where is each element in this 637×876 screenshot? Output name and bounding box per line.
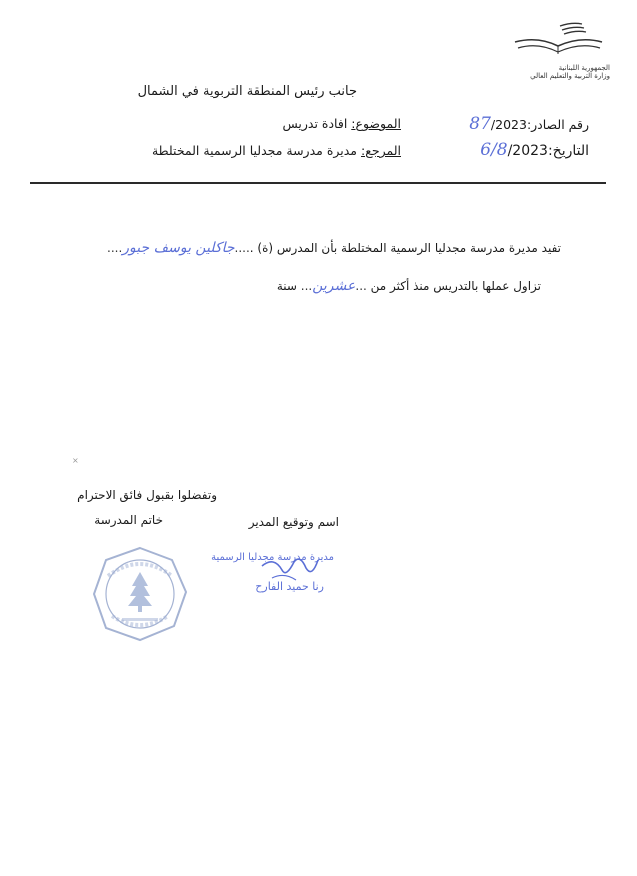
issue-number-value: 87 bbox=[469, 114, 491, 134]
letterhead-country: الجمهورية اللبنانية bbox=[558, 64, 610, 72]
school-seal-icon bbox=[92, 546, 188, 642]
teacher-name: جاكلين يوسف جبور bbox=[122, 240, 235, 256]
issue-number-row bbox=[469, 114, 589, 134]
date-year: /2023 bbox=[507, 143, 548, 159]
closing-regards: وتفضلوا بقبول فائق الاحترام bbox=[77, 488, 217, 502]
signature-name: رنا حميد الفارح bbox=[255, 580, 324, 593]
reference-row bbox=[152, 143, 401, 158]
subject-value: افادة تدريس bbox=[282, 116, 348, 131]
ministry-logo bbox=[500, 20, 610, 82]
date-row bbox=[480, 140, 589, 160]
body-line-1-text: تفيد مديرة مدرسة مجدليا الرسمية المختلطة بأن المدرس (ة) . bbox=[249, 241, 561, 255]
body-line-1: تفيد مديرة مدرسة مجدليا الرسمية المختلطة بأن المدرس (ة) .....جاكلين يوسف جبور.... bbox=[107, 240, 561, 256]
stray-mark: × bbox=[72, 456, 79, 465]
body-line-2: تزاول عملها بالتدريس منذ أكثر من ...عشرين... سنة bbox=[276, 278, 541, 294]
letterhead-ministry: وزارة التربية والتعليم العالي bbox=[530, 72, 610, 80]
principal-label: اسم وتوقيع المدير bbox=[248, 515, 339, 529]
stamp-center-text bbox=[92, 612, 188, 613]
reference-label: المرجع: bbox=[361, 143, 401, 158]
subject-label: الموضوع: bbox=[351, 116, 401, 131]
subject-row bbox=[282, 116, 401, 131]
date-label: التاريخ: bbox=[547, 143, 589, 159]
school-stamp bbox=[92, 546, 188, 642]
addressee: جانب رئيس المنطقة التربوية في الشمال bbox=[137, 84, 357, 99]
principal-signature bbox=[211, 548, 342, 598]
date-value: 6/8 bbox=[480, 140, 508, 160]
body-line-2-text: تزاول عملها بالتدريس منذ أكثر من bbox=[370, 279, 541, 293]
header-divider bbox=[30, 182, 606, 184]
body-line-2-end: سنة bbox=[276, 279, 297, 293]
open-book-logo-icon bbox=[500, 20, 610, 60]
signature-school-line: مديرة مدرسة مجدليا الرسمية bbox=[211, 552, 334, 563]
reference-value: مديرة مدرسة مجدليا الرسمية المختلطة bbox=[151, 143, 358, 158]
issue-number-label: رقم الصادر: bbox=[526, 117, 589, 132]
stamp-label: خاتم المدرسة bbox=[94, 513, 163, 527]
years-value: عشرين bbox=[312, 278, 356, 294]
issue-number-year: /2023 bbox=[490, 117, 527, 132]
